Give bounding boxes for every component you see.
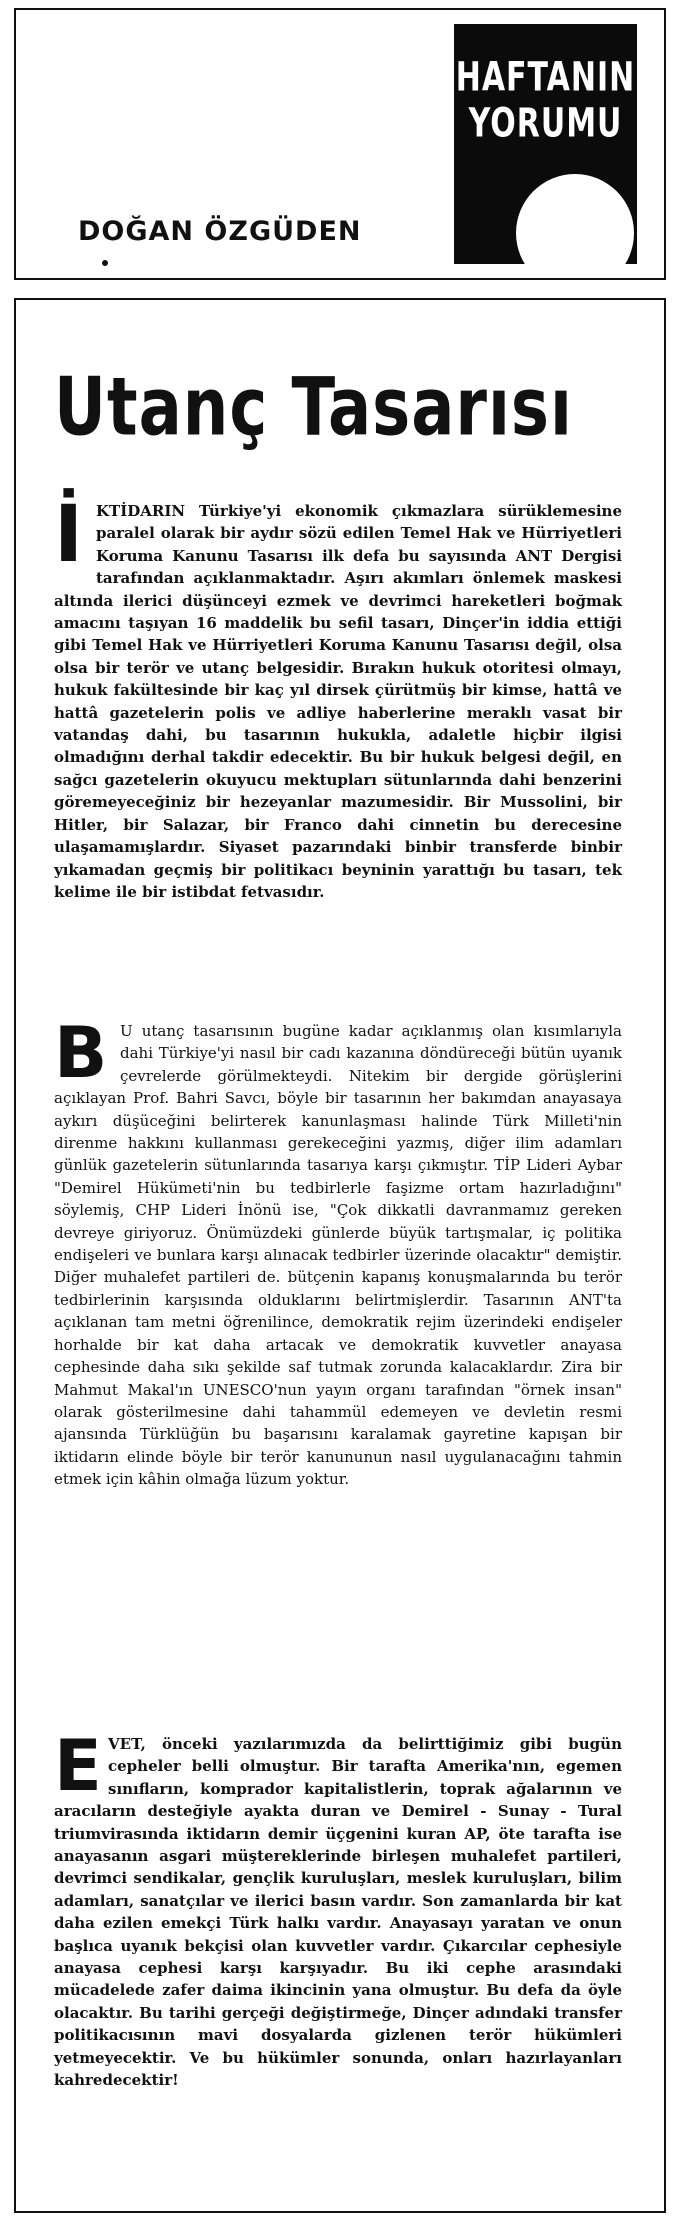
paragraph-text: KTİDARIN Türkiye'yi ekonomik çıkmazlara sürüklemesine paralel olarak bir aydır sözü edilen Temel Hak ve Hürriyetleri Koruma Kanunu Tasarısı ilk defa bu sayısında ANT Dergisi tarafından açıklanmaktadır. Aşırı akımları önlemek maskesi altında ilerici düşünceyi ezmek ve devrimci hareketleri boğmak amacını taşıyan 16 maddelik bu sefil tasarı, Dinçer'in iddia ettiği gibi Temel Hak ve Hürriyetleri Koruma Kanunu Tasarısı değil, olsa olsa bir terör ve utanç belgesidir. Bırakın hukuk otoritesi olmayı, hukuk fakültesinde bir kaç yıl dirsek çürütmüş bir kimse, hattâ ve hattâ gazetelerin polis ve adliye haberlerine meraklı vasat bir vatandaş dahi, bu tasarının hukukla, adaletle hiçbir ilgisi olmadığını derhal takdir edecektir. Bu bir hukuk belgesi değil, en sağcı gazetelerin okuyucu mektupları sütunlarında dahi benzerini göremeyeceğiniz bir hezeyanlar mazumesidir. Bir Mussolini, bir Hitler, bir Salazar, bir Franco dahi cinnetin bu derecesine ulaşamamışlardır. Siyaset pazarındaki binbir transferde binbir yıkamadan geçmiş bir politikacı beyninin yarattığı bu tasarı, tek kelime ile bir istibdat fetvasıdır. xyxy=(54,502,622,901)
article-paragraph-3 xyxy=(54,1725,622,2092)
article-paragraph-1 xyxy=(54,490,622,903)
author-name: DOĞAN ÖZGÜDEN xyxy=(78,216,362,247)
column-header-box xyxy=(14,8,666,280)
logo-line-1: HAFTANIN xyxy=(455,53,636,102)
article-paragraph-2 xyxy=(54,1012,622,1491)
dropcap: E xyxy=(54,1725,102,1807)
decorative-dot xyxy=(102,260,108,266)
paragraph-text: VET, önceki yazılarımızda da belirttiğimiz gibi bugün cepheler belli olmuştur. Bir tarafta Amerika'nın, egemen sınıfların, komprador kapitalistlerin, toprak ağalarının ve aracıların desteğiyle ayakta duran ve Demirel - Sunay - Tural triumvirasında iktidarın demir üçgenini kuran AP, öte tarafta ise anayasanın asgari müştereklerinde birleşen muhalefet partileri, devrimci sendikalar, gençlik kuruluşları, meslek kuruluşları, bilim adamları, sanatçılar ve ilerici basın vardır. Son zamanlarda bir kat daha ezilen emekçi Türk halkı vardır. Anayasayı yaratan ve onun başlıca uyanık bekçisi olan kuvvetler vardır. Çıkarcılar cephesiyle anayasa cephesi karşı karşıyadır. Bu iki cephe arasındaki mücadelede zafer daima ikincinin yana olmuştur. Bu defa da öyle olacaktır. Bu tarihi gerçeği değiştirmeğe, Dinçer adındaki transfer politikacısının mavi dosyalarda gizlenen terör hükümleri yetmeyecektir. Ve bu hükümler sonunda, onları hazırlayanları kahredecektir! xyxy=(54,1735,622,2090)
article-title: Utanç Tasarısı xyxy=(54,362,573,455)
article-box xyxy=(14,298,666,2213)
column-logo xyxy=(454,24,637,264)
paragraph-text: U utanç tasarısının bugüne kadar açıklanmış olan kısımlarıyla dahi Türkiye'yi nasıl bir cadı kazanına döndüreceği bütün uyanık çevrelerde görülmekteydi. Nitekim bir dergide görüşlerini açıklayan Prof. Bahri Savcı, böyle bir tasarının her bakımdan anayasaya aykırı düşüceğini belirterek kanunlaşması halinde Türk Milleti'nin direnme hakkını kullanması gerekeceğini yazmış, diğer ilim adamları günlük gazetelerin sütunlarında tasarıya karşı çıkmıştır. TİP Lideri Aybar "Demirel Hükümeti'nin bu tedbirlerle faşizme ortam hazırladığını" söylemiş, CHP Lideri İnönü ise, "Çok dikkatli davranmamız gereken devreye giriyoruz. Önümüzdeki günlerde büyük tartışmalar, iç politika endişeleri ve bunlara karşı alınacak tedbirler üzerinde olacaktır" demiştir. Diğer muhalefet partileri de. bütçenin kapanış konuşmalarında bu terör tedbirlerinin karşısında olduklarını belirtmişlerdir. Tasarının ANT'ta açıklanan tam metni öğrenilince, demokratik rejim üzerindeki endişeler horhalde bir kat daha artacak ve demokratik kuvvetler anayasa cephesinde daha sıkı şekilde saf tutmak zorunda kalacaklardır. Zira bir Mahmut Makal'ın UNESCO'nun yayın organı tarafından "örnek insan" olarak gösterilmesine dahi tahammül edemeyen ve devletin resmi ajansında Türklüğün bu başarısını karalamak gayretine kapışan bir iktidarın elinde böyle bir terör kanununun nasıl uygulanacağını tahmin etmek için kâhin olmağa lüzum yoktur. xyxy=(54,1022,622,1489)
dropcap: İ xyxy=(54,490,84,580)
logo-line-2: YORUMU xyxy=(468,99,623,148)
logo-circle-graphic xyxy=(516,174,634,264)
dropcap: B xyxy=(54,1012,108,1094)
